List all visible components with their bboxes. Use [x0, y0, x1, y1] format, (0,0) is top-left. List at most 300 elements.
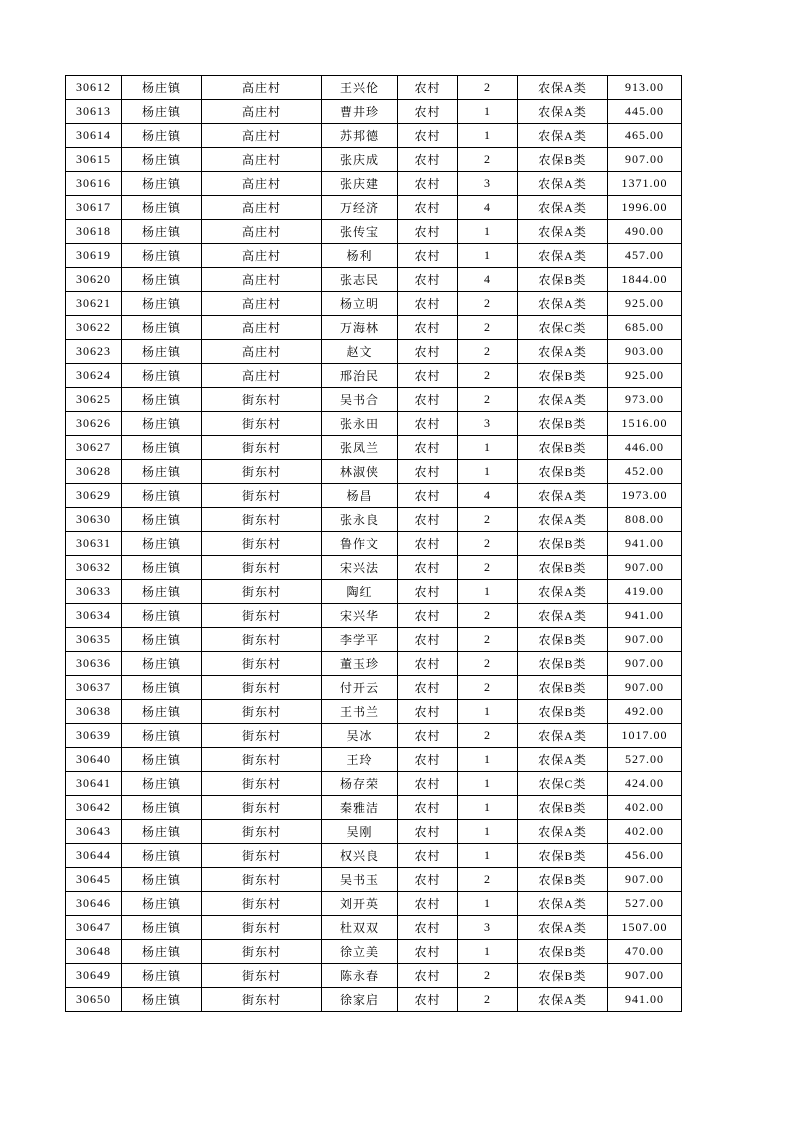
cell-amount: 446.00	[608, 436, 682, 460]
cell-name: 陶红	[322, 580, 398, 604]
cell-village: 高庄村	[202, 100, 322, 124]
cell-amount: 457.00	[608, 244, 682, 268]
cell-type: 农村	[398, 364, 458, 388]
table-row	[66, 484, 682, 508]
cell-village: 街东村	[202, 868, 322, 892]
cell-count: 1	[458, 940, 518, 964]
cell-count: 1	[458, 436, 518, 460]
cell-id: 30628	[66, 460, 122, 484]
cell-type: 农村	[398, 724, 458, 748]
cell-type: 农村	[398, 652, 458, 676]
cell-category: 农保C类	[518, 316, 608, 340]
cell-town: 杨庄镇	[122, 76, 202, 100]
cell-type: 农村	[398, 868, 458, 892]
cell-town: 杨庄镇	[122, 484, 202, 508]
cell-category: 农保B类	[518, 148, 608, 172]
cell-village: 街东村	[202, 676, 322, 700]
cell-id: 30648	[66, 940, 122, 964]
cell-town: 杨庄镇	[122, 964, 202, 988]
cell-category: 农保B类	[518, 628, 608, 652]
cell-village: 街东村	[202, 724, 322, 748]
cell-amount: 1017.00	[608, 724, 682, 748]
cell-town: 杨庄镇	[122, 124, 202, 148]
cell-name: 张庆建	[322, 172, 398, 196]
cell-name: 赵文	[322, 340, 398, 364]
cell-count: 1	[458, 124, 518, 148]
table-row	[66, 292, 682, 316]
cell-town: 杨庄镇	[122, 412, 202, 436]
cell-category: 农保B类	[518, 868, 608, 892]
cell-id: 30639	[66, 724, 122, 748]
table-row	[66, 676, 682, 700]
cell-count: 2	[458, 868, 518, 892]
cell-type: 农村	[398, 100, 458, 124]
cell-category: 农保B类	[518, 532, 608, 556]
cell-amount: 907.00	[608, 652, 682, 676]
cell-count: 2	[458, 628, 518, 652]
cell-count: 2	[458, 556, 518, 580]
cell-town: 杨庄镇	[122, 100, 202, 124]
cell-type: 农村	[398, 676, 458, 700]
cell-amount: 1371.00	[608, 172, 682, 196]
cell-category: 农保A类	[518, 196, 608, 220]
cell-village: 街东村	[202, 652, 322, 676]
cell-type: 农村	[398, 628, 458, 652]
cell-name: 李学平	[322, 628, 398, 652]
table-row	[66, 844, 682, 868]
cell-category: 农保A类	[518, 388, 608, 412]
cell-amount: 973.00	[608, 388, 682, 412]
cell-count: 2	[458, 388, 518, 412]
cell-village: 高庄村	[202, 220, 322, 244]
cell-name: 吴刚	[322, 820, 398, 844]
table-row	[66, 124, 682, 148]
cell-count: 1	[458, 748, 518, 772]
cell-village: 街东村	[202, 844, 322, 868]
cell-name: 苏邦德	[322, 124, 398, 148]
cell-name: 张凤兰	[322, 436, 398, 460]
cell-village: 街东村	[202, 628, 322, 652]
cell-amount: 903.00	[608, 340, 682, 364]
cell-town: 杨庄镇	[122, 868, 202, 892]
cell-id: 30613	[66, 100, 122, 124]
cell-type: 农村	[398, 988, 458, 1012]
cell-type: 农村	[398, 148, 458, 172]
cell-category: 农保A类	[518, 244, 608, 268]
table-row	[66, 700, 682, 724]
table-row	[66, 268, 682, 292]
table-row	[66, 436, 682, 460]
records-table-body	[66, 76, 682, 1012]
cell-id: 30641	[66, 772, 122, 796]
table-row	[66, 388, 682, 412]
cell-category: 农保A类	[518, 508, 608, 532]
cell-village: 高庄村	[202, 244, 322, 268]
table-row	[66, 340, 682, 364]
cell-category: 农保B类	[518, 412, 608, 436]
cell-count: 1	[458, 844, 518, 868]
cell-village: 街东村	[202, 556, 322, 580]
table-row	[66, 76, 682, 100]
cell-count: 1	[458, 100, 518, 124]
cell-town: 杨庄镇	[122, 556, 202, 580]
cell-town: 杨庄镇	[122, 652, 202, 676]
cell-type: 农村	[398, 604, 458, 628]
table-row	[66, 772, 682, 796]
cell-id: 30627	[66, 436, 122, 460]
cell-town: 杨庄镇	[122, 796, 202, 820]
cell-village: 高庄村	[202, 268, 322, 292]
cell-id: 30645	[66, 868, 122, 892]
cell-type: 农村	[398, 700, 458, 724]
cell-village: 高庄村	[202, 292, 322, 316]
cell-id: 30643	[66, 820, 122, 844]
cell-id: 30631	[66, 532, 122, 556]
cell-count: 2	[458, 652, 518, 676]
cell-name: 杨利	[322, 244, 398, 268]
cell-id: 30644	[66, 844, 122, 868]
table-row	[66, 412, 682, 436]
table-row	[66, 148, 682, 172]
cell-name: 徐家启	[322, 988, 398, 1012]
cell-id: 30634	[66, 604, 122, 628]
cell-amount: 456.00	[608, 844, 682, 868]
cell-type: 农村	[398, 820, 458, 844]
cell-name: 秦雅洁	[322, 796, 398, 820]
cell-type: 农村	[398, 316, 458, 340]
cell-count: 2	[458, 292, 518, 316]
cell-category: 农保A类	[518, 820, 608, 844]
cell-amount: 1516.00	[608, 412, 682, 436]
cell-type: 农村	[398, 940, 458, 964]
cell-town: 杨庄镇	[122, 892, 202, 916]
cell-id: 30647	[66, 916, 122, 940]
cell-name: 徐立美	[322, 940, 398, 964]
cell-category: 农保A类	[518, 916, 608, 940]
cell-category: 农保A类	[518, 100, 608, 124]
cell-amount: 907.00	[608, 676, 682, 700]
cell-id: 30640	[66, 748, 122, 772]
cell-amount: 941.00	[608, 988, 682, 1012]
table-row	[66, 364, 682, 388]
cell-name: 董玉珍	[322, 652, 398, 676]
cell-amount: 907.00	[608, 148, 682, 172]
cell-category: 农保B类	[518, 364, 608, 388]
table-row	[66, 244, 682, 268]
cell-category: 农保A类	[518, 748, 608, 772]
cell-count: 2	[458, 964, 518, 988]
cell-town: 杨庄镇	[122, 460, 202, 484]
cell-category: 农保A类	[518, 76, 608, 100]
cell-town: 杨庄镇	[122, 844, 202, 868]
cell-village: 街东村	[202, 916, 322, 940]
cell-town: 杨庄镇	[122, 724, 202, 748]
cell-category: 农保A类	[518, 604, 608, 628]
cell-type: 农村	[398, 172, 458, 196]
cell-village: 高庄村	[202, 76, 322, 100]
cell-type: 农村	[398, 916, 458, 940]
table-row	[66, 556, 682, 580]
cell-name: 曹井珍	[322, 100, 398, 124]
cell-village: 高庄村	[202, 148, 322, 172]
cell-amount: 913.00	[608, 76, 682, 100]
cell-count: 2	[458, 340, 518, 364]
cell-category: 农保B类	[518, 796, 608, 820]
cell-amount: 941.00	[608, 532, 682, 556]
cell-id: 30629	[66, 484, 122, 508]
cell-name: 杜双双	[322, 916, 398, 940]
cell-id: 30630	[66, 508, 122, 532]
table-row	[66, 316, 682, 340]
cell-village: 街东村	[202, 748, 322, 772]
table-row	[66, 940, 682, 964]
cell-type: 农村	[398, 796, 458, 820]
cell-amount: 1973.00	[608, 484, 682, 508]
cell-category: 农保A类	[518, 988, 608, 1012]
table-row	[66, 652, 682, 676]
table-row	[66, 100, 682, 124]
cell-id: 30638	[66, 700, 122, 724]
cell-amount: 527.00	[608, 748, 682, 772]
cell-count: 2	[458, 508, 518, 532]
cell-town: 杨庄镇	[122, 436, 202, 460]
cell-village: 街东村	[202, 412, 322, 436]
cell-id: 30618	[66, 220, 122, 244]
cell-id: 30650	[66, 988, 122, 1012]
cell-category: 农保B类	[518, 268, 608, 292]
cell-amount: 424.00	[608, 772, 682, 796]
cell-category: 农保B类	[518, 940, 608, 964]
cell-town: 杨庄镇	[122, 268, 202, 292]
table-row	[66, 508, 682, 532]
cell-name: 张永田	[322, 412, 398, 436]
cell-village: 街东村	[202, 484, 322, 508]
cell-name: 张志民	[322, 268, 398, 292]
cell-category: 农保A类	[518, 172, 608, 196]
cell-id: 30625	[66, 388, 122, 412]
cell-count: 2	[458, 364, 518, 388]
cell-name: 权兴良	[322, 844, 398, 868]
table-row	[66, 604, 682, 628]
cell-count: 2	[458, 316, 518, 340]
cell-id: 30635	[66, 628, 122, 652]
cell-amount: 402.00	[608, 796, 682, 820]
cell-village: 街东村	[202, 772, 322, 796]
cell-amount: 470.00	[608, 940, 682, 964]
cell-category: 农保A类	[518, 484, 608, 508]
cell-category: 农保B类	[518, 460, 608, 484]
cell-category: 农保A类	[518, 892, 608, 916]
cell-id: 30649	[66, 964, 122, 988]
cell-amount: 907.00	[608, 868, 682, 892]
cell-village: 街东村	[202, 820, 322, 844]
cell-type: 农村	[398, 220, 458, 244]
cell-type: 农村	[398, 772, 458, 796]
cell-name: 杨立明	[322, 292, 398, 316]
cell-town: 杨庄镇	[122, 340, 202, 364]
cell-amount: 445.00	[608, 100, 682, 124]
cell-village: 街东村	[202, 460, 322, 484]
cell-id: 30637	[66, 676, 122, 700]
cell-category: 农保A类	[518, 220, 608, 244]
cell-town: 杨庄镇	[122, 172, 202, 196]
cell-village: 街东村	[202, 436, 322, 460]
cell-count: 1	[458, 772, 518, 796]
cell-count: 4	[458, 268, 518, 292]
cell-count: 1	[458, 796, 518, 820]
cell-type: 农村	[398, 196, 458, 220]
cell-amount: 419.00	[608, 580, 682, 604]
cell-name: 王书兰	[322, 700, 398, 724]
cell-amount: 925.00	[608, 364, 682, 388]
cell-count: 3	[458, 916, 518, 940]
cell-village: 高庄村	[202, 172, 322, 196]
cell-category: 农保A类	[518, 580, 608, 604]
cell-category: 农保B类	[518, 700, 608, 724]
cell-name: 张传宝	[322, 220, 398, 244]
cell-type: 农村	[398, 388, 458, 412]
cell-town: 杨庄镇	[122, 940, 202, 964]
cell-type: 农村	[398, 748, 458, 772]
cell-count: 3	[458, 172, 518, 196]
cell-amount: 1844.00	[608, 268, 682, 292]
table-row	[66, 748, 682, 772]
cell-id: 30614	[66, 124, 122, 148]
cell-town: 杨庄镇	[122, 700, 202, 724]
cell-town: 杨庄镇	[122, 244, 202, 268]
cell-count: 2	[458, 148, 518, 172]
cell-id: 30624	[66, 364, 122, 388]
cell-name: 万经济	[322, 196, 398, 220]
cell-category: 农保B类	[518, 652, 608, 676]
records-table	[65, 75, 682, 1012]
cell-name: 吴书合	[322, 388, 398, 412]
cell-type: 农村	[398, 460, 458, 484]
cell-id: 30612	[66, 76, 122, 100]
cell-town: 杨庄镇	[122, 820, 202, 844]
cell-village: 高庄村	[202, 316, 322, 340]
cell-id: 30636	[66, 652, 122, 676]
table-row	[66, 628, 682, 652]
cell-village: 街东村	[202, 988, 322, 1012]
cell-town: 杨庄镇	[122, 604, 202, 628]
cell-type: 农村	[398, 484, 458, 508]
cell-count: 2	[458, 532, 518, 556]
cell-type: 农村	[398, 340, 458, 364]
cell-count: 1	[458, 460, 518, 484]
cell-name: 宋兴法	[322, 556, 398, 580]
cell-category: 农保A类	[518, 340, 608, 364]
cell-id: 30622	[66, 316, 122, 340]
cell-type: 农村	[398, 844, 458, 868]
cell-village: 街东村	[202, 796, 322, 820]
cell-town: 杨庄镇	[122, 532, 202, 556]
cell-town: 杨庄镇	[122, 316, 202, 340]
cell-type: 农村	[398, 892, 458, 916]
cell-name: 付开云	[322, 676, 398, 700]
cell-category: 农保B类	[518, 676, 608, 700]
table-row	[66, 796, 682, 820]
cell-category: 农保B类	[518, 964, 608, 988]
cell-id: 30626	[66, 412, 122, 436]
cell-village: 街东村	[202, 940, 322, 964]
cell-category: 农保A类	[518, 124, 608, 148]
cell-amount: 685.00	[608, 316, 682, 340]
cell-category: 农保B类	[518, 844, 608, 868]
cell-type: 农村	[398, 964, 458, 988]
cell-village: 街东村	[202, 508, 322, 532]
cell-count: 1	[458, 220, 518, 244]
cell-type: 农村	[398, 580, 458, 604]
cell-type: 农村	[398, 436, 458, 460]
cell-amount: 492.00	[608, 700, 682, 724]
cell-amount: 527.00	[608, 892, 682, 916]
cell-village: 街东村	[202, 580, 322, 604]
cell-id: 30617	[66, 196, 122, 220]
cell-id: 30646	[66, 892, 122, 916]
cell-amount: 941.00	[608, 604, 682, 628]
cell-town: 杨庄镇	[122, 220, 202, 244]
cell-type: 农村	[398, 268, 458, 292]
cell-count: 4	[458, 196, 518, 220]
cell-town: 杨庄镇	[122, 772, 202, 796]
cell-name: 邢治民	[322, 364, 398, 388]
cell-name: 吴书玉	[322, 868, 398, 892]
cell-name: 万海林	[322, 316, 398, 340]
cell-count: 1	[458, 244, 518, 268]
cell-name: 宋兴华	[322, 604, 398, 628]
table-row	[66, 868, 682, 892]
cell-id: 30632	[66, 556, 122, 580]
cell-type: 农村	[398, 76, 458, 100]
cell-count: 1	[458, 892, 518, 916]
cell-count: 2	[458, 76, 518, 100]
cell-town: 杨庄镇	[122, 148, 202, 172]
cell-category: 农保C类	[518, 772, 608, 796]
cell-amount: 452.00	[608, 460, 682, 484]
cell-type: 农村	[398, 292, 458, 316]
cell-type: 农村	[398, 556, 458, 580]
cell-amount: 907.00	[608, 556, 682, 580]
cell-town: 杨庄镇	[122, 388, 202, 412]
cell-amount: 1507.00	[608, 916, 682, 940]
cell-town: 杨庄镇	[122, 748, 202, 772]
cell-category: 农保B类	[518, 436, 608, 460]
cell-amount: 1996.00	[608, 196, 682, 220]
cell-type: 农村	[398, 508, 458, 532]
cell-amount: 402.00	[608, 820, 682, 844]
cell-count: 1	[458, 700, 518, 724]
cell-town: 杨庄镇	[122, 292, 202, 316]
cell-category: 农保A类	[518, 292, 608, 316]
cell-count: 1	[458, 820, 518, 844]
cell-id: 30642	[66, 796, 122, 820]
cell-name: 张永良	[322, 508, 398, 532]
table-row	[66, 580, 682, 604]
cell-amount: 907.00	[608, 964, 682, 988]
table-row	[66, 964, 682, 988]
cell-type: 农村	[398, 532, 458, 556]
cell-id: 30621	[66, 292, 122, 316]
cell-type: 农村	[398, 244, 458, 268]
table-row	[66, 988, 682, 1012]
cell-id: 30633	[66, 580, 122, 604]
cell-name: 杨昌	[322, 484, 398, 508]
cell-village: 高庄村	[202, 340, 322, 364]
cell-town: 杨庄镇	[122, 196, 202, 220]
cell-name: 王玲	[322, 748, 398, 772]
cell-village: 街东村	[202, 700, 322, 724]
